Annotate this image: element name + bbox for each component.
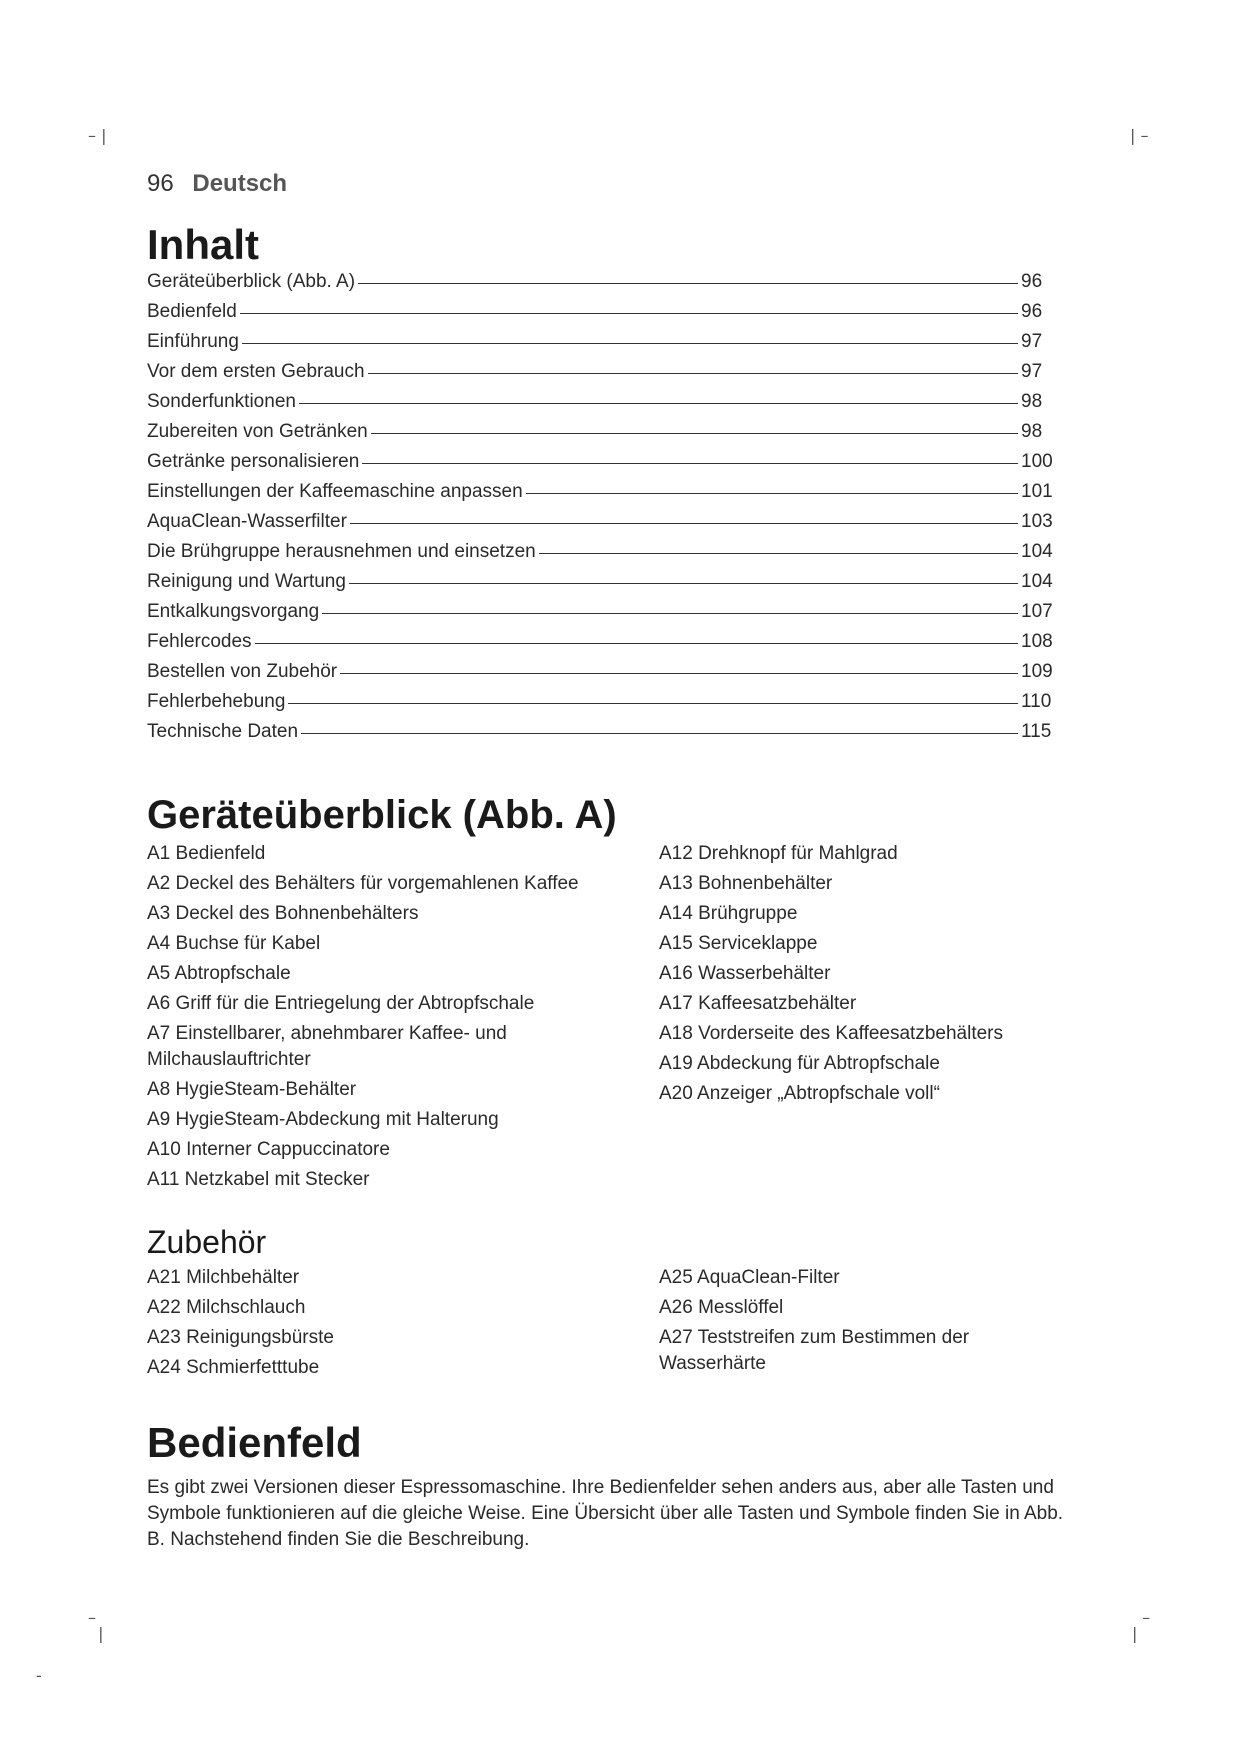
toc-entry-label: Fehlerbehebung [147, 691, 286, 712]
toc-entry[interactable] [147, 391, 1057, 421]
toc-entry[interactable] [147, 271, 1057, 301]
control-panel-text: Es gibt zwei Versionen dieser Espressomaschine. Ihre Bedienfelder sehen anders aus, aber alle Tasten und Symbole funktionieren auf die gleiche Weise. Eine Übersicht über alle Tasten und Symbole finden Sie in Abb. B. Nachstehend finden Sie die Beschreibung. [147, 1477, 1064, 1550]
overview-list-right [659, 841, 1079, 1111]
toc-entry[interactable] [147, 361, 1057, 391]
toc-entry[interactable] [147, 421, 1057, 451]
overview-item: A19 Abdeckung für Abtropfschale [659, 1053, 940, 1074]
overview-item: A16 Wasserbehälter [659, 963, 831, 984]
toc-entry-page: 108 [1021, 631, 1053, 652]
table-of-contents [147, 271, 1057, 751]
accessories-title: Zubehör [147, 1224, 267, 1260]
toc-entry[interactable] [147, 511, 1057, 541]
overview-list-left [147, 841, 627, 1197]
toc-entry-label: Geräteüberblick (Abb. A) [147, 271, 356, 292]
toc-leader-line [350, 523, 1018, 524]
overview-item: A18 Vorderseite des Kaffeesatzbehälters [659, 1023, 1003, 1044]
toc-entry-label: Entkalkungsvorgang [147, 601, 320, 622]
toc-entry[interactable] [147, 631, 1057, 661]
toc-entry-page: 104 [1021, 571, 1053, 592]
page-header [147, 170, 287, 198]
overview-item: A17 Kaffeesatzbehälter [659, 993, 857, 1014]
toc-entry-label: AquaClean-Wasserfilter [147, 511, 347, 532]
toc-entry-label: Technische Daten [147, 721, 299, 742]
crop-mark-top-right: | – [1130, 126, 1149, 145]
toc-entry-label: Fehlercodes [147, 631, 252, 652]
accessories-list-left [147, 1265, 567, 1385]
overview-item: A5 Abtropfschale [147, 963, 291, 984]
toc-entry-label: Getränke personalisieren [147, 451, 360, 472]
toc-leader-line [526, 493, 1018, 494]
overview-item: A1 Bedienfeld [147, 843, 266, 864]
page-number: 96 [147, 170, 174, 197]
overview-item: A6 Griff für die Entriegelung der Abtropfschale [147, 993, 535, 1014]
overview-item: A10 Interner Cappuccinatore [147, 1139, 390, 1160]
crop-mark-bottom-edge: - [36, 1666, 42, 1685]
accessories-list-right [659, 1265, 1019, 1381]
toc-entry[interactable] [147, 721, 1057, 751]
toc-entry-page: 100 [1021, 451, 1053, 472]
toc-leader-line [299, 403, 1018, 404]
toc-leader-line [301, 733, 1018, 734]
accessory-item: A22 Milchschlauch [147, 1297, 306, 1318]
toc-leader-line [368, 373, 1018, 374]
toc-leader-line [349, 583, 1018, 584]
overview-item: A8 HygieSteam-Behälter [147, 1079, 357, 1100]
toc-leader-line [322, 613, 1018, 614]
accessory-item: A24 Schmierfetttube [147, 1357, 320, 1378]
toc-leader-line [362, 463, 1018, 464]
overview-item: A20 Anzeiger „Abtropfschale voll“ [659, 1083, 940, 1104]
toc-entry[interactable] [147, 661, 1057, 691]
toc-entry-label: Einführung [147, 331, 239, 352]
overview-item: A4 Buchse für Kabel [147, 933, 321, 954]
overview-item: A15 Serviceklappe [659, 933, 818, 954]
toc-entry-page: 103 [1021, 511, 1053, 532]
overview-item: A7 Einstellbarer, abnehmbarer Kaffee- und Milchauslauftrichter [147, 1023, 507, 1070]
crop-mark-bottom-left: – | [88, 1608, 104, 1643]
toc-entry[interactable] [147, 601, 1057, 631]
toc-leader-line [255, 643, 1018, 644]
toc-entry-page: 98 [1021, 391, 1043, 412]
toc-leader-line [358, 283, 1018, 284]
toc-leader-line [539, 553, 1018, 554]
overview-item: A14 Brühgruppe [659, 903, 798, 924]
overview-item: A13 Bohnenbehälter [659, 873, 833, 894]
toc-entry[interactable] [147, 691, 1057, 721]
accessory-item: A26 Messlöffel [659, 1297, 784, 1318]
overview-item: A9 HygieSteam-Abdeckung mit Halterung [147, 1109, 499, 1130]
toc-leader-line [240, 313, 1018, 314]
accessory-item: A21 Milchbehälter [147, 1267, 300, 1288]
toc-entry-label: Sonderfunktionen [147, 391, 296, 412]
toc-entry-page: 115 [1021, 721, 1052, 742]
toc-entry-page: 97 [1021, 361, 1043, 382]
toc-entry-label: Reinigung und Wartung [147, 571, 346, 592]
control-panel-title: Bedienfeld [147, 1419, 362, 1466]
crop-mark-top-left: – | [88, 126, 107, 145]
toc-entry-label: Die Brühgruppe herausnehmen und einsetzen [147, 541, 536, 562]
overview-item: A12 Drehknopf für Mahlgrad [659, 843, 898, 864]
overview-item: A11 Netzkabel mit Stecker [147, 1169, 370, 1190]
accessory-item: A27 Teststreifen zum Bestimmen der Wasserhärte [659, 1327, 970, 1374]
toc-entry[interactable] [147, 331, 1057, 361]
toc-entry-page: 98 [1021, 421, 1043, 442]
toc-entry-label: Einstellungen der Kaffeemaschine anpassen [147, 481, 523, 502]
toc-leader-line [288, 703, 1018, 704]
toc-entry-page: 97 [1021, 331, 1043, 352]
toc-entry-label: Bestellen von Zubehör [147, 661, 338, 682]
toc-title: Inhalt [147, 221, 259, 268]
toc-leader-line [242, 343, 1018, 344]
overview-item: A3 Deckel des Bohnenbehälters [147, 903, 419, 924]
overview-item: A2 Deckel des Behälters für vorgemahlenen Kaffee [147, 873, 579, 894]
crop-mark-bottom-right: – | [1132, 1608, 1151, 1643]
toc-entry-page: 110 [1021, 691, 1052, 712]
toc-entry[interactable] [147, 301, 1057, 331]
toc-leader-line [340, 673, 1018, 674]
toc-entry[interactable] [147, 451, 1057, 481]
toc-entry-label: Bedienfeld [147, 301, 237, 322]
toc-entry-page: 107 [1021, 601, 1053, 622]
accessory-item: A23 Reinigungsbürste [147, 1327, 334, 1348]
toc-entry[interactable] [147, 481, 1057, 511]
overview-title: Geräteüberblick (Abb. A) [147, 793, 617, 837]
toc-entry-page: 101 [1021, 481, 1053, 502]
language-label: Deutsch [192, 170, 288, 197]
toc-entry[interactable] [147, 541, 1057, 571]
toc-entry-page: 96 [1021, 271, 1043, 292]
toc-entry-page: 109 [1021, 661, 1053, 682]
toc-leader-line [371, 433, 1018, 434]
toc-entry-page: 104 [1021, 541, 1053, 562]
toc-entry-page: 96 [1021, 301, 1043, 322]
toc-entry[interactable] [147, 571, 1057, 601]
toc-entry-label: Zubereiten von Getränken [147, 421, 368, 442]
accessory-item: A25 AquaClean-Filter [659, 1267, 840, 1288]
toc-entry-label: Vor dem ersten Gebrauch [147, 361, 365, 382]
